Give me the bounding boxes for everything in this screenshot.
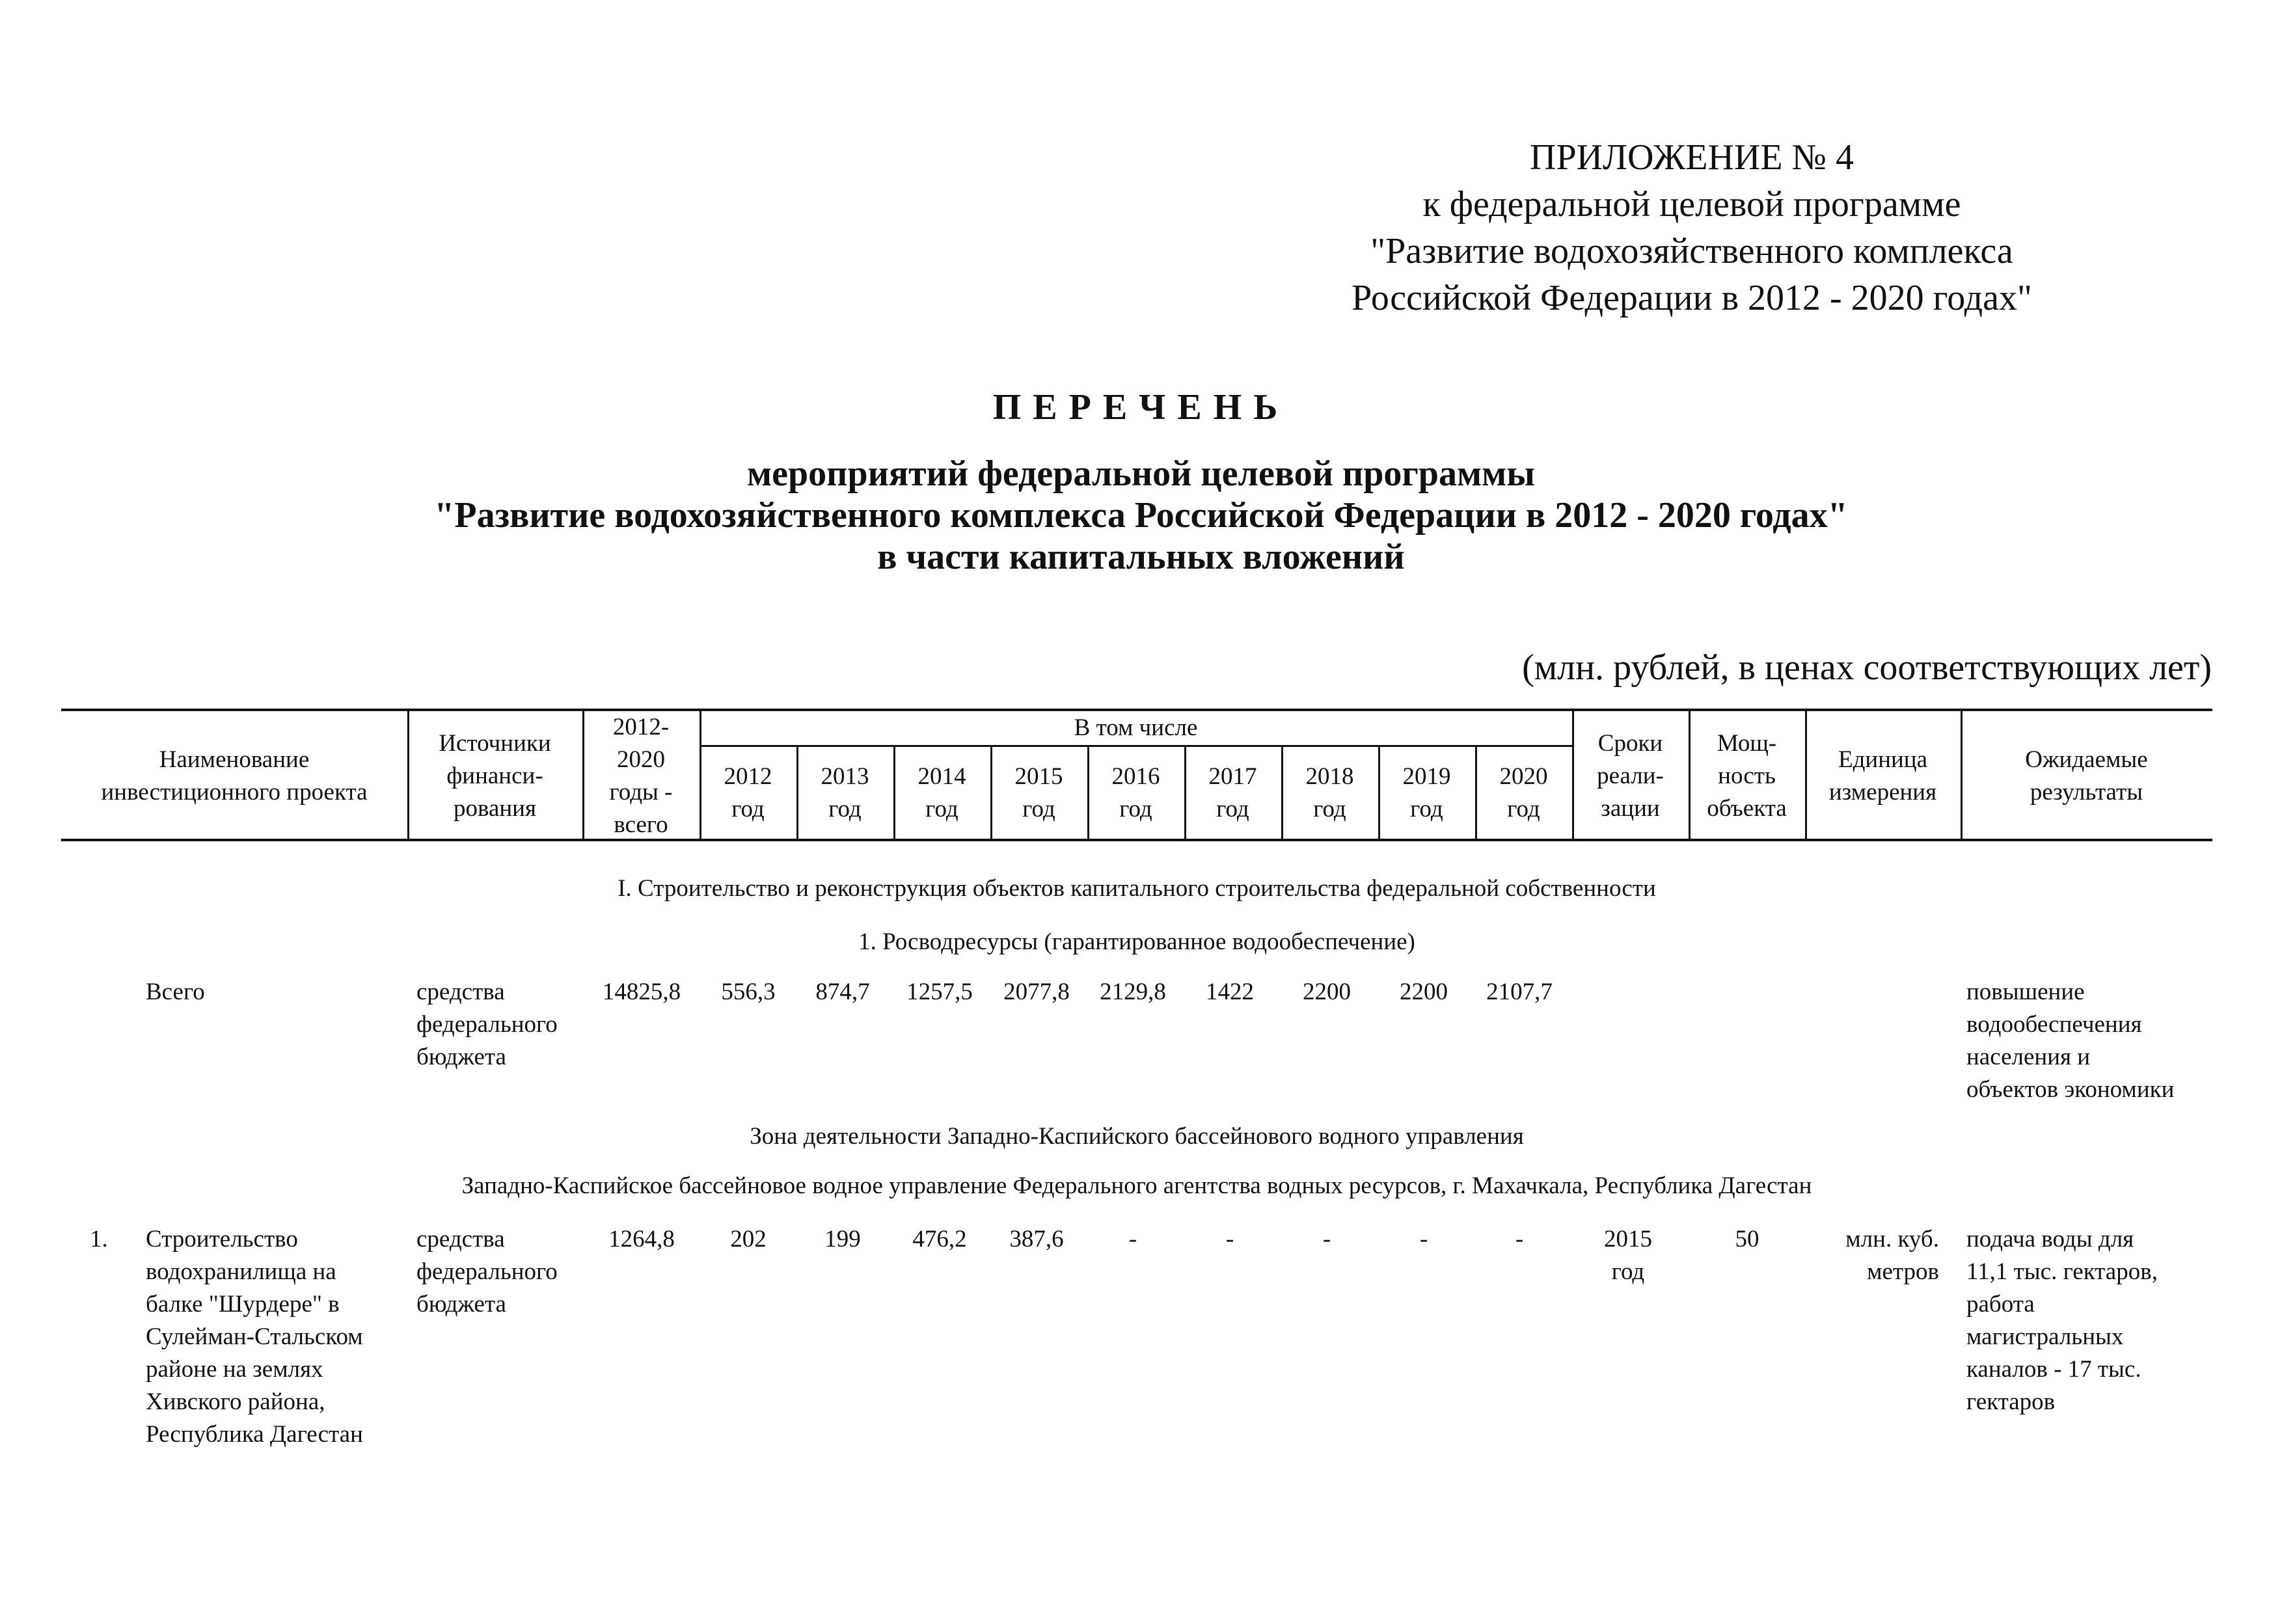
table-header [61,709,2212,841]
zone-heading: Зона деятельности Западно-Каспийского бассейнового водного управления [750,1123,1524,1150]
total-row-source: средства федерального бюджета [416,979,558,1070]
appendix-line-3: "Развитие водохозяйственного комплекса [1370,231,2013,271]
subtitle-line-3: в части капитальных вложений [877,537,1405,577]
row-project-name: Строительство водохранилища на балке "Шурдере" в Сулейман-Стальском районе на землях Хивского района, Республика Дагестан [146,1226,363,1448]
document-subtitle [0,453,2282,578]
row-unit: млн. куб. метров [1845,1226,1939,1285]
header-year-2015: 2015 год [1014,763,1063,822]
total-row-2015: 2077,8 [1003,979,1070,1005]
row-expected-results: подача воды для 11,1 тыс. гектаров, работа магистральных каналов - 17 тыс. гектаров [1966,1226,2158,1415]
row-2018: - [1322,1226,1331,1252]
row-2012: 202 [730,1226,767,1252]
header-unit: Единица измерения [1828,746,1937,805]
grid-line [700,711,701,839]
appendix-line-4: Российской Федерации в 2012 - 2020 годах" [1352,278,2032,318]
row-2020: - [1515,1226,1524,1252]
row-total: 1264,8 [608,1226,675,1252]
row-2016: - [1128,1226,1137,1252]
subtitle-line-2: "Развитие водохозяйственного комплекса Российской Федерации в 2012 - 2020 годах" [434,495,1848,535]
grid-line [1087,745,1089,839]
total-row-2019: 2200 [1400,979,1448,1005]
authority-heading: Западно-Каспийское бассейновое водное управление Федерального агентства водных ресурсов, г. Махачкала, Республика Дагестан [461,1172,1812,1199]
grid-line [1475,745,1477,839]
total-row-total: 14825,8 [602,979,681,1005]
units-note: (млн. рублей, в ценах соответствующих лет) [1522,647,2212,688]
header-terms: Сроки реали- зации [1597,730,1664,822]
grid-line [1184,745,1186,839]
header-year-2012: 2012 год [724,763,772,822]
header-funding-source: Источники финанси- рования [439,730,551,822]
appendix-heading [1301,134,2082,321]
grid-line [796,745,798,839]
subsection-heading: 1. Росводресурсы (гарантированное водообеспечение) [858,928,1415,955]
grid-line [1961,711,1963,839]
header-year-2013: 2013 год [821,763,869,822]
row-2014: 476,2 [912,1226,967,1252]
grid-line [1689,711,1691,839]
grid-line [407,711,409,839]
grid-line [1572,711,1574,839]
header-year-2020: 2020 год [1499,763,1548,822]
grid-line [1281,745,1283,839]
header-year-2017: 2017 год [1208,763,1257,822]
row-2015: 387,6 [1009,1226,1064,1252]
row-number: 1. [90,1226,108,1252]
grid-line [990,745,992,839]
header-total: 2012- 2020 годы - всего [609,714,673,838]
grid-line [700,745,1572,747]
row-funding-source: средства федерального бюджета [416,1226,558,1318]
grid-line [893,745,895,839]
row-2013: 199 [824,1226,861,1252]
total-row-results: повышение водообеспечения населения и объектов экономики [1966,979,2175,1103]
grid-line [582,711,584,839]
document-title: ПЕРЕЧЕНЬ [992,387,1290,427]
header-year-2014: 2014 год [917,763,966,822]
grid-line [1805,711,1807,839]
row-terms: 2015 год [1604,1226,1652,1285]
section-heading: I. Строительство и реконструкция объектов капитального строительства федеральной собственности [618,875,1656,902]
total-row-2013: 874,7 [815,979,870,1005]
total-row-2020: 2107,7 [1486,979,1553,1005]
header-expected-results: Ожидаемые результаты [2025,746,2148,805]
subtitle-line-1: мероприятий федеральной целевой программы [747,453,1535,494]
total-row-2014: 1257,5 [906,979,973,1005]
total-row-name: Всего [146,979,205,1005]
header-project-name: Наименование инвестиционного проекта [101,746,368,805]
total-row-2012: 556,3 [721,979,776,1005]
header-year-2019: 2019 год [1402,763,1451,822]
header-year-2016: 2016 год [1111,763,1160,822]
row-2017: - [1225,1226,1234,1252]
row-capacity: 50 [1735,1226,1759,1252]
total-row-2016: 2129,8 [1100,979,1166,1005]
header-including: В том числе [1074,714,1198,741]
total-row-2018: 2200 [1303,979,1351,1005]
appendix-line-2: к федеральной целевой программе [1422,184,1961,224]
header-year-2018: 2018 год [1305,763,1354,822]
row-2019: - [1419,1226,1428,1252]
header-capacity: Мощ- ность объекта [1707,730,1787,822]
grid-line [1378,745,1380,839]
appendix-number: ПРИЛОЖЕНИЕ № 4 [1530,137,1854,178]
total-row-2017: 1422 [1206,979,1254,1005]
